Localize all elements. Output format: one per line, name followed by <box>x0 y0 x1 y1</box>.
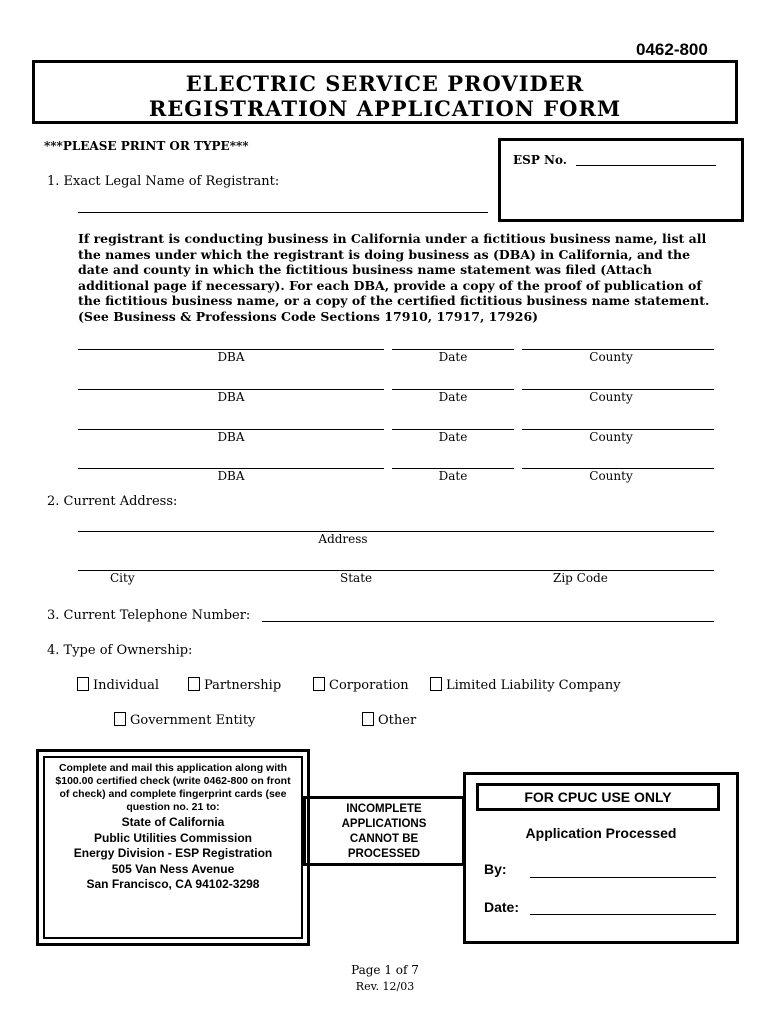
checkbox-icon[interactable] <box>77 677 89 691</box>
dba-caption: DBA <box>217 350 245 364</box>
option-label: Corporation <box>329 678 409 693</box>
incomplete-line: PROCESSED <box>347 848 421 860</box>
by-label: By: <box>484 861 507 877</box>
telephone-field[interactable] <box>262 621 714 622</box>
by-field[interactable] <box>530 877 716 878</box>
ownership-corporation[interactable] <box>313 677 409 693</box>
page-number: Page 1 of 7 <box>351 963 419 977</box>
mail-address-line: State of California <box>121 815 225 829</box>
application-processed: Application Processed <box>525 825 677 841</box>
dba-caption: DBA <box>217 430 245 444</box>
checkbox-icon[interactable] <box>362 712 374 726</box>
option-label: Individual <box>93 678 160 693</box>
checkbox-icon[interactable] <box>313 677 325 691</box>
option-label: Limited Liability Company <box>446 678 621 693</box>
incomplete-notice-box <box>303 796 465 866</box>
county-caption: County <box>589 469 633 483</box>
q4-label: 4. Type of Ownership: <box>47 643 193 658</box>
state-caption: State <box>340 571 373 585</box>
ownership-other[interactable] <box>362 712 416 728</box>
title-line-1: ELECTRIC SERVICE PROVIDER <box>185 71 585 96</box>
form-number: 0462-800 <box>636 40 708 59</box>
date-field[interactable] <box>530 914 716 915</box>
ownership-individual[interactable] <box>77 677 159 693</box>
ownership-partnership[interactable] <box>188 677 281 693</box>
checkbox-icon[interactable] <box>188 677 200 691</box>
ownership-government[interactable] <box>114 712 255 728</box>
mail-address-line: Public Utilities Commission <box>93 830 253 845</box>
dba-instructions: If registrant is conducting business in California under a fictitious business name, list all the names under which the registrant is doing business as (DBA) in California, and the date and county in which the fictitious business name statement was filed (Attach additional page if necessary). For each DBA, provide a copy of the proof of publication of the fictitious business name, or a copy of the certified fictitious business name statement. (See Business & Professions Code Sections 17910, 17917, 17926) <box>78 231 710 324</box>
mail-instructions: Complete and mail this application along with $100.00 certified check (write 0462-800 on front of check) and complete fingerprint cards (see question no. 21 to: <box>55 762 291 813</box>
county-caption: County <box>589 430 633 444</box>
title-box <box>32 60 738 124</box>
address-caption: Address <box>318 532 368 546</box>
checkbox-icon[interactable] <box>114 712 126 726</box>
option-label: Government Entity <box>130 713 256 728</box>
county-caption: County <box>589 350 633 364</box>
dba-caption: DBA <box>217 469 245 483</box>
cpuc-use-box <box>463 772 739 944</box>
county-caption: County <box>589 390 633 404</box>
esp-number-field[interactable] <box>576 165 716 166</box>
date-caption: Date <box>438 390 468 404</box>
option-label: Partnership <box>204 678 282 693</box>
q1-label: 1. Exact Legal Name of Registrant: <box>47 174 280 189</box>
mail-address-line: San Francisco, CA 94102-3298 <box>86 877 260 891</box>
q2-label: 2. Current Address: <box>47 494 178 509</box>
esp-number-box <box>498 138 744 222</box>
cpuc-header: FOR CPUC USE ONLY <box>476 783 720 811</box>
revision: Rev. 12/03 <box>355 980 415 993</box>
city-caption: City <box>110 571 135 585</box>
title-line-2: REGISTRATION APPLICATION FORM <box>148 96 622 121</box>
date-label: Date: <box>484 899 520 915</box>
mail-address-line: 505 Van Ness Avenue <box>111 861 235 876</box>
q3-label: 3. Current Telephone Number: <box>47 608 251 623</box>
ownership-llc[interactable] <box>430 677 621 693</box>
option-label: Other <box>378 713 417 728</box>
incomplete-line: APPLICATIONS <box>341 818 427 830</box>
date-caption: Date <box>438 430 468 444</box>
date-caption: Date <box>438 469 468 483</box>
incomplete-line: CANNOT BE <box>349 833 419 845</box>
zip-caption: Zip Code <box>553 571 608 585</box>
mail-instructions-box <box>36 749 310 946</box>
esp-number-label: ESP No. <box>513 153 567 167</box>
dba-caption: DBA <box>217 390 245 404</box>
date-caption: Date <box>438 350 468 364</box>
city-state-zip-field[interactable] <box>78 570 714 571</box>
mail-address-line: Energy Division - ESP Registration <box>73 846 273 860</box>
checkbox-icon[interactable] <box>430 677 442 691</box>
incomplete-line: INCOMPLETE <box>346 803 422 815</box>
print-note: ***PLEASE PRINT OR TYPE*** <box>44 139 249 153</box>
legal-name-field[interactable] <box>78 212 488 213</box>
